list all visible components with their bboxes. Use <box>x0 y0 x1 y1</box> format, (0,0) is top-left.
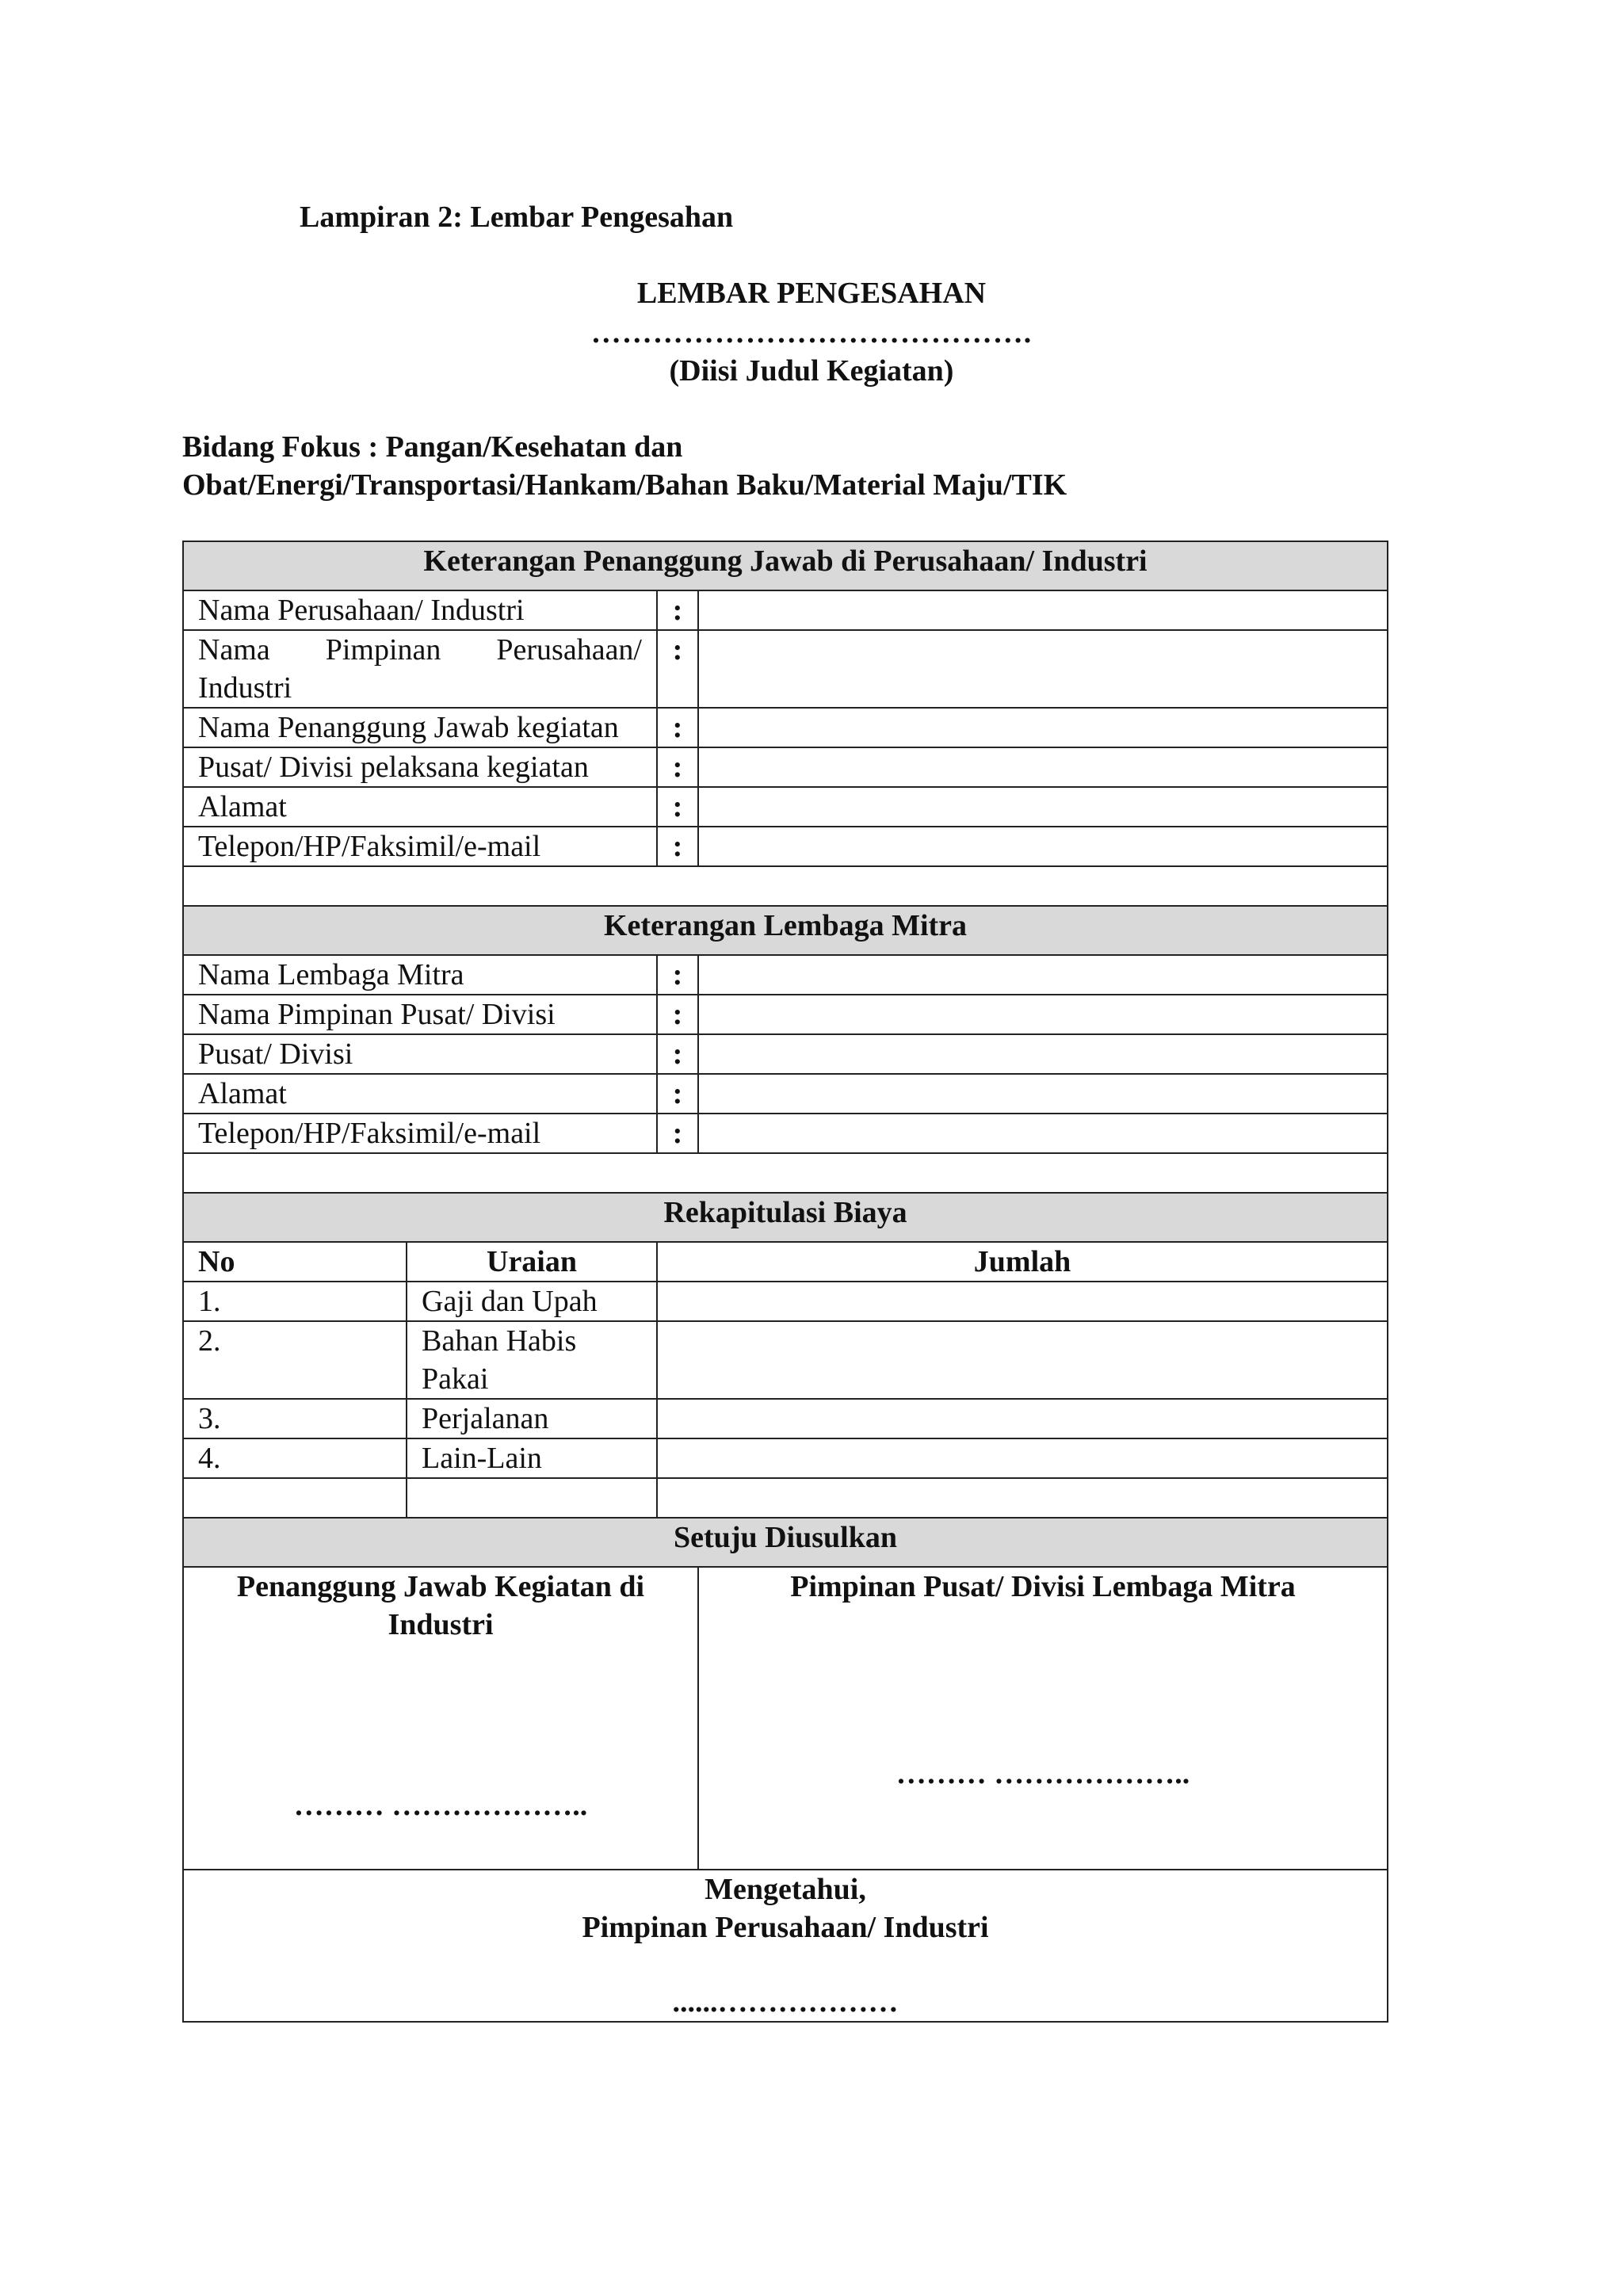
approval-form-table <box>182 541 1388 2023</box>
row-colon: : <box>657 995 698 1034</box>
table-row <box>183 1114 1388 1153</box>
table-row <box>183 1074 1388 1114</box>
signature-left[interactable] <box>183 1567 698 1870</box>
document-title: LEMBAR PENGESAHAN <box>636 277 987 310</box>
lampiran-label: Lampiran 2: Lembar Pengesahan <box>300 201 734 234</box>
row-label: Pusat/ Divisi <box>183 1034 657 1074</box>
table-row <box>183 787 1388 827</box>
cell-jumlah[interactable] <box>657 1438 1388 1478</box>
signature-right-title: Pimpinan Pusat/ Divisi Lembaga Mitra <box>790 1570 1296 1603</box>
row-colon: : <box>657 1074 698 1114</box>
signature-right[interactable] <box>698 1567 1388 1870</box>
spacer-cell <box>183 1153 1388 1193</box>
table-row <box>183 1399 1388 1438</box>
cell-uraian: Gaji dan Upah <box>407 1282 657 1321</box>
row-label: Nama Pimpinan Pusat/ Divisi <box>183 995 657 1034</box>
cell-no: 1. <box>183 1282 407 1321</box>
row-colon: : <box>657 787 698 827</box>
row-value[interactable] <box>698 1114 1388 1153</box>
table-row <box>183 827 1388 866</box>
row-value[interactable] <box>698 1034 1388 1074</box>
document-subtitle: (Diisi Judul Kegiatan) <box>669 354 954 388</box>
cell-jumlah[interactable] <box>657 1282 1388 1321</box>
row-label: Pusat/ Divisi pelaksana kegiatan <box>183 747 657 787</box>
row-label: Alamat <box>183 787 657 827</box>
row-colon: : <box>657 1114 698 1153</box>
bidang-fokus <box>182 428 1450 504</box>
biaya-column-headers <box>183 1242 1388 1282</box>
row-colon: : <box>657 1034 698 1074</box>
row-value[interactable] <box>698 630 1388 708</box>
pimpinan-label: Pimpinan Perusahaan/ Industri <box>582 1911 989 1944</box>
cell-no: 3. <box>183 1399 407 1438</box>
signature-left-title: Penanggung Jawab Kegiatan di Industri <box>236 1570 645 1641</box>
table-row <box>183 1034 1388 1074</box>
row-label: Nama Penanggung Jawab kegiatan <box>183 708 657 747</box>
row-value[interactable] <box>698 708 1388 747</box>
row-colon: : <box>657 827 698 866</box>
row-label: Telepon/HP/Faksimil/e-mail <box>183 827 657 866</box>
table-row <box>183 995 1388 1034</box>
row-value[interactable] <box>698 1074 1388 1114</box>
section-header-mitra <box>183 906 1388 955</box>
cell-no <box>183 1478 407 1518</box>
mengetahui-cell[interactable] <box>183 1870 1388 2022</box>
cell-uraian <box>407 1478 657 1518</box>
cell-uraian: Perjalanan <box>407 1399 657 1438</box>
cell-jumlah[interactable] <box>657 1478 1388 1518</box>
column-header-uraian: Uraian <box>407 1242 657 1282</box>
table-row <box>183 590 1388 630</box>
table-row <box>183 630 1388 708</box>
row-value[interactable] <box>698 747 1388 787</box>
column-header-jumlah: Jumlah <box>657 1242 1388 1282</box>
row-colon: : <box>657 955 698 995</box>
mengetahui-dots: ......……………… <box>672 1985 899 2019</box>
section-header-setuju <box>183 1518 1388 1567</box>
section-heading-mitra: Keterangan Lembaga Mitra <box>183 906 1388 955</box>
table-row-empty <box>183 1478 1388 1518</box>
row-label: Nama Pimpinan Perusahaan/ Industri <box>183 630 657 708</box>
section-heading-industri: Keterangan Penanggung Jawab di Perusahaan/ Industri <box>183 541 1388 590</box>
section-heading-biaya: Rekapitulasi Biaya <box>183 1193 1388 1242</box>
mengetahui-row <box>183 1870 1388 2022</box>
row-colon: : <box>657 708 698 747</box>
spacer-row <box>183 1153 1388 1193</box>
cell-no: 2. <box>183 1321 407 1399</box>
bidang-fokus-line-2: Obat/Energi/Transportasi/Hankam/Bahan Baku/Material Maju/TIK <box>182 468 1067 502</box>
spacer-cell <box>183 866 1388 906</box>
row-value[interactable] <box>698 827 1388 866</box>
signature-right-dots: ……… ……………….. <box>896 1757 1190 1790</box>
table-row <box>183 955 1388 995</box>
table-row <box>183 1282 1388 1321</box>
row-value[interactable] <box>698 590 1388 630</box>
row-colon: : <box>657 747 698 787</box>
section-header-biaya <box>183 1193 1388 1242</box>
row-value[interactable] <box>698 787 1388 827</box>
table-row <box>183 1438 1388 1478</box>
row-label: Nama Perusahaan/ Industri <box>183 590 657 630</box>
row-label: Alamat <box>183 1074 657 1114</box>
row-label: Telepon/HP/Faksimil/e-mail <box>183 1114 657 1153</box>
row-label: Nama Lembaga Mitra <box>183 955 657 995</box>
cell-uraian: Bahan Habis Pakai <box>407 1321 657 1399</box>
row-colon: : <box>657 590 698 630</box>
cell-jumlah[interactable] <box>657 1399 1388 1438</box>
mengetahui-label: Mengetahui, <box>705 1873 866 1906</box>
signature-left-dots: ……… ……………….. <box>293 1789 588 1822</box>
spacer-row <box>183 866 1388 906</box>
title-placeholder-dots: ……………………………………. <box>590 316 1033 350</box>
section-header-industri <box>183 541 1388 590</box>
table-row <box>183 1321 1388 1399</box>
table-row <box>183 747 1388 787</box>
row-value[interactable] <box>698 995 1388 1034</box>
cell-uraian: Lain-Lain <box>407 1438 657 1478</box>
bidang-fokus-line-1: Bidang Fokus : Pangan/Kesehatan dan <box>182 430 683 464</box>
section-heading-setuju: Setuju Diusulkan <box>183 1518 1388 1567</box>
signature-row <box>183 1567 1388 1870</box>
column-header-no: No <box>183 1242 407 1282</box>
table-row <box>183 708 1388 747</box>
row-value[interactable] <box>698 955 1388 995</box>
cell-jumlah[interactable] <box>657 1321 1388 1399</box>
row-colon: : <box>657 630 698 708</box>
cell-no: 4. <box>183 1438 407 1478</box>
